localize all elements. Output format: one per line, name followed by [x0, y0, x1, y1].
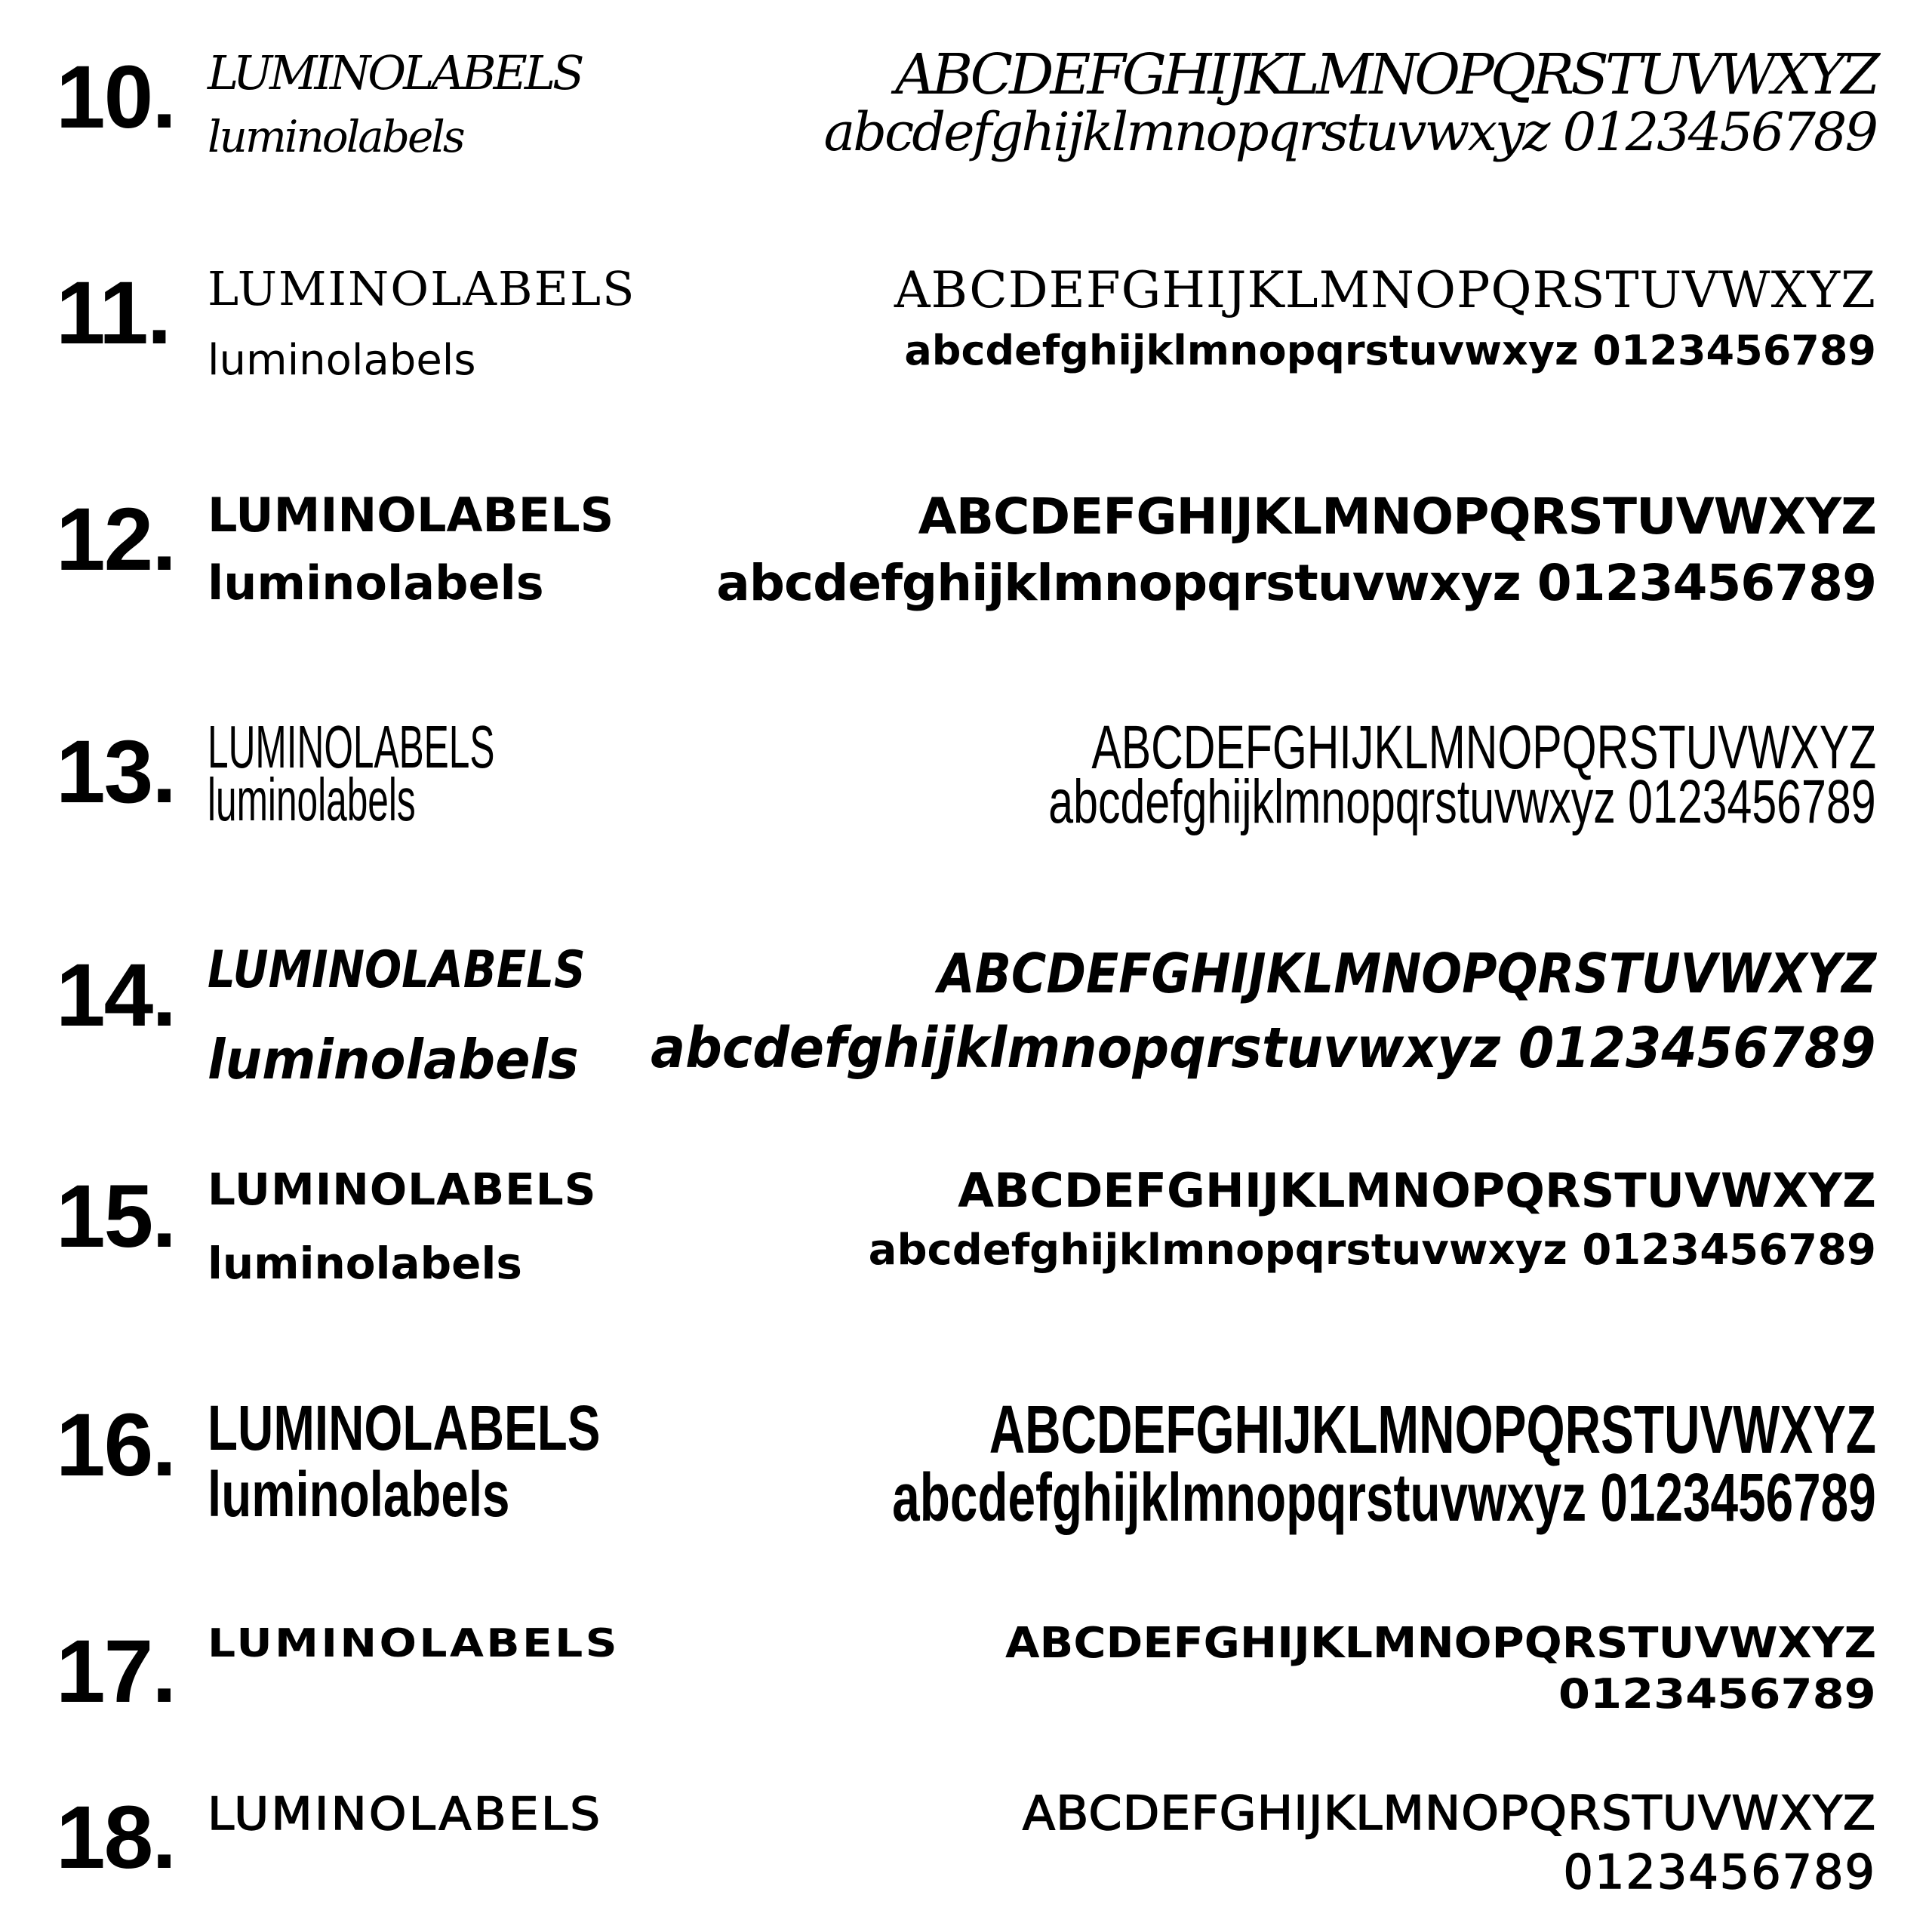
sample-alphabet-uppercase: ABCDEFGHIJKLMNOPQRSTUVWXYZ [958, 1163, 1876, 1218]
sample-digits: 0123456789 [1558, 1670, 1876, 1718]
sample-number: 13. [56, 722, 176, 822]
sample-number: 11. [56, 263, 171, 363]
sample-name-lowercase: luminolabels [208, 336, 476, 385]
sample-number: 10. [56, 48, 176, 147]
sample-alphabet-uppercase: ABCDEFGHIJKLMNOPQRSTUVWXYZ [1004, 1619, 1876, 1668]
sample-alphabet-uppercase: ABCDEFGHIJKLMNOPQRSTUVWXYZ [895, 42, 1876, 107]
sample-name-lowercase: luminolabels [208, 555, 544, 611]
sample-name-uppercase: LUMINOLABELS [208, 261, 636, 316]
sample-number: 12. [56, 490, 176, 589]
sample-digits: 0123456789 [1563, 1844, 1876, 1900]
sample-alphabet-uppercase: ABCDEFGHIJKLMNOPQRSTUVWXYZ [894, 261, 1876, 319]
sample-name-uppercase: LUMINOLABELS [208, 713, 495, 780]
sample-alphabet-uppercase: ABCDEFGHIJKLMNOPQRSTUVWXYZ [937, 942, 1876, 1005]
sample-alphabet-lowercase-digits: abcdefghijklmnopqrstuvwxyz 0123456789 [892, 1460, 1876, 1536]
sample-alphabet-uppercase: ABCDEFGHIJKLMNOPQRSTUVWXYZ [918, 488, 1876, 546]
sample-name-uppercase: LUMINOLABELS [208, 1392, 601, 1463]
sample-number: 18. [56, 1788, 176, 1887]
sample-alphabet-uppercase: ABCDEFGHIJKLMNOPQRSTUVWXYZ [989, 1392, 1876, 1468]
sample-name-lowercase: luminolabels [208, 1028, 579, 1091]
sample-alphabet-lowercase-digits: abcdefghijklmnopqrstuvwxyz 0123456789 [823, 101, 1876, 163]
sample-number: 15. [56, 1167, 176, 1266]
sample-alphabet-uppercase: ABCDEFGHIJKLMNOPQRSTUVWXYZ [1022, 1786, 1876, 1841]
sample-number: 16. [56, 1395, 176, 1495]
sample-name-uppercase: LUMINOLABELS [208, 940, 586, 1000]
sample-alphabet-lowercase-digits: abcdefghijklmnopqrstuvwxyz 0123456789 [904, 327, 1876, 374]
sample-name-lowercase: luminolabels [208, 1238, 522, 1289]
sample-alphabet-lowercase-digits: abcdefghijklmnopqrstuvwxyz 0123456789 [716, 554, 1876, 612]
sample-name-uppercase: LUMINOLABELS [208, 488, 614, 543]
sample-name-uppercase: LUMINOLABELS [208, 1164, 597, 1215]
sample-number: 14. [56, 946, 176, 1045]
sample-alphabet-lowercase-digits: abcdefghijklmnopqrstuvwxyz 0123456789 [1048, 768, 1876, 836]
sample-alphabet-lowercase-digits: abcdefghijklmnopqrstuvwxyz 0123456789 [868, 1226, 1876, 1275]
sample-alphabet-lowercase-digits: abcdefghijklmnopqrstuvwxyz 0123456789 [651, 1016, 1876, 1081]
sample-name-lowercase: luminolabels [208, 111, 463, 162]
sample-name-lowercase: luminolabels [208, 766, 416, 833]
sample-name-uppercase: LUMINOLABELS [208, 45, 582, 100]
sample-name-uppercase: LUMINOLABELS [208, 1621, 620, 1666]
sample-name-uppercase: LUMINOLABELS [208, 1788, 603, 1841]
sample-name-lowercase: luminolabels [208, 1459, 510, 1530]
sample-alphabet-uppercase: ABCDEFGHIJKLMNOPQRSTUVWXYZ [1091, 713, 1876, 782]
sample-number: 17. [56, 1622, 176, 1721]
